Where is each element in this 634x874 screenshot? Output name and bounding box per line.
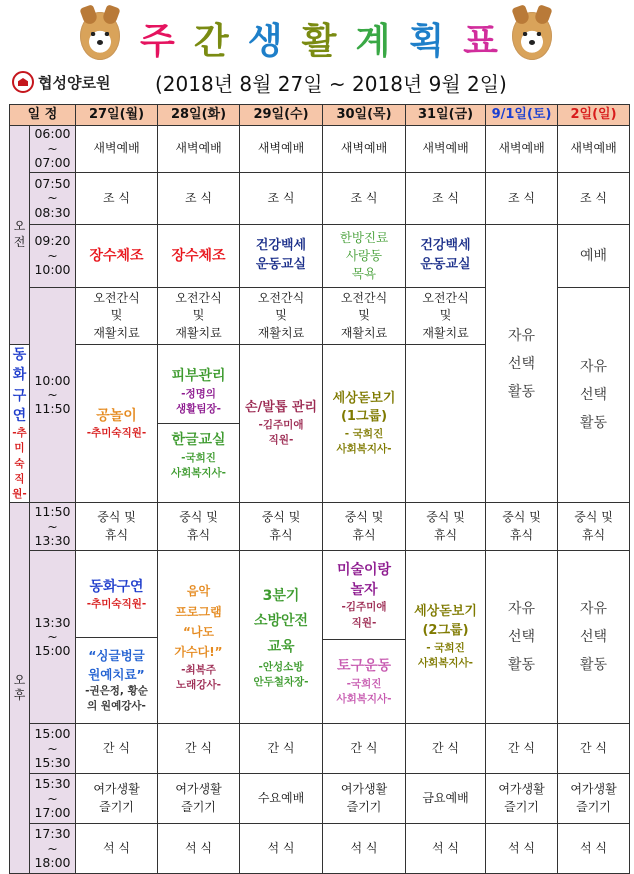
facility-logo bbox=[12, 71, 110, 93]
activity-cell-split bbox=[76, 551, 158, 724]
activity-cell: 조 식 bbox=[158, 173, 240, 225]
activity-cell: 조 식 bbox=[406, 173, 486, 225]
activity-cell: 장수체조 bbox=[158, 225, 240, 288]
title-char: 주 bbox=[140, 20, 177, 62]
day-header: 28일(화) bbox=[158, 105, 240, 126]
activity-cell-free: 자유 선택 활동 bbox=[558, 551, 630, 724]
activity-subcell: “싱글벙글 원예치료” -권은정, 황순 의 원예강사- bbox=[85, 648, 148, 712]
activity-cell: 새벽예배 bbox=[76, 126, 158, 173]
page-title bbox=[140, 10, 500, 66]
activity-cell: 세상돋보기 (2그룹) - 국희진 사회복지사- bbox=[406, 551, 486, 724]
activity-cell: 간 식 bbox=[323, 724, 406, 774]
activity-cell: 오전간식 및 재활치료 bbox=[158, 288, 240, 345]
activity-cell-split bbox=[323, 551, 406, 724]
shiba-dog-icon bbox=[80, 12, 120, 60]
title-char: 간 bbox=[193, 20, 231, 62]
time-slot: 09:20 ~ 10:00 bbox=[30, 225, 76, 288]
activity-cell: 중식 및 휴식 bbox=[558, 503, 630, 551]
activity-cell: 세상돋보기 (1그룹) - 국희진 사회복지사- bbox=[323, 345, 406, 503]
activity-cell: 여가생활 즐기기 bbox=[558, 774, 630, 824]
activity-cell: 간 식 bbox=[76, 724, 158, 774]
time-slot: 17:30 ~ 18:00 bbox=[30, 824, 76, 874]
activity-cell: 오전간식 및 재활치료 bbox=[406, 288, 486, 345]
day-header: 9/1일(토) bbox=[486, 105, 558, 126]
activity-cell: 간 식 bbox=[406, 724, 486, 774]
activity-cell: 여가생활 즐기기 bbox=[76, 774, 158, 824]
shiba-dog-icon bbox=[512, 12, 552, 60]
time-slot: 15:00 ~ 15:30 bbox=[30, 724, 76, 774]
activity-cell: 간 식 bbox=[240, 724, 323, 774]
activity-cell: 수요예배 bbox=[240, 774, 323, 824]
time-slot: 15:30 ~ 17:00 bbox=[30, 774, 76, 824]
activity-cell: 예배 bbox=[558, 225, 630, 288]
activity-cell: 중식 및 휴식 bbox=[486, 503, 558, 551]
schedule-header bbox=[0, 0, 634, 103]
day-header: 30일(목) bbox=[323, 105, 406, 126]
day-header: 2일(일) bbox=[558, 105, 630, 126]
activity-cell: 조 식 bbox=[558, 173, 630, 225]
activity-subcell: 동화구연 -추미숙직원- bbox=[76, 551, 157, 638]
activity-cell: 중식 및 휴식 bbox=[158, 503, 240, 551]
activity-cell: 오전간식 및 재활치료 bbox=[76, 288, 158, 345]
schedule-period: (2018년 8월 27일 ~ 2018년 9월 2일) bbox=[155, 72, 507, 96]
time-slot: 07:50 ~ 08:30 bbox=[30, 173, 76, 225]
activity-cell: 새벽예배 bbox=[323, 126, 406, 173]
activity-cell: 중식 및 휴식 bbox=[240, 503, 323, 551]
activity-cell: 조 식 bbox=[486, 173, 558, 225]
activity-cell-split bbox=[158, 345, 240, 503]
house-logo-icon bbox=[12, 71, 34, 93]
activity-cell: 새벽예배 bbox=[558, 126, 630, 173]
activity-cell: 석 식 bbox=[76, 824, 158, 874]
activity-cell: 중식 및 휴식 bbox=[406, 503, 486, 551]
activity-cell: 새벽예배 bbox=[158, 126, 240, 173]
am-label: 오 전 bbox=[10, 126, 30, 345]
activity-cell: 석 식 bbox=[406, 824, 486, 874]
activity-cell: 새벽예배 bbox=[240, 126, 323, 173]
day-header-row bbox=[10, 105, 630, 126]
activity-cell: 여가생활 즐기기 bbox=[158, 774, 240, 824]
activity-cell: 공놀이 -추미숙직원- bbox=[76, 345, 158, 503]
day-header: 29일(수) bbox=[240, 105, 323, 126]
corner-header: 일 정 bbox=[10, 105, 76, 126]
activity-cell: 손/발톱 관리 -김주미애 직원- bbox=[240, 345, 323, 503]
activity-cell: 석 식 bbox=[158, 824, 240, 874]
activity-cell: 간 식 bbox=[558, 724, 630, 774]
title-char: 표 bbox=[463, 20, 500, 62]
activity-cell: 건강백세 운동교실 bbox=[406, 225, 486, 288]
activity-cell: 간 식 bbox=[158, 724, 240, 774]
activity-cell: 새벽예배 bbox=[406, 126, 486, 173]
activity-cell-free: 자유 선택 활동 bbox=[486, 225, 558, 503]
activity-cell: 건강백세 운동교실 bbox=[240, 225, 323, 288]
activity-cell: 석 식 bbox=[323, 824, 406, 874]
facility-name: 협성양로원 bbox=[38, 73, 111, 92]
activity-cell: 석 식 bbox=[240, 824, 323, 874]
time-slot: 06:00 ~ 07:00 bbox=[30, 126, 76, 173]
activity-cell: 3분기 소방안전 교육 -안성소방 안두철차장- bbox=[240, 551, 323, 724]
activity-cell: 중식 및 휴식 bbox=[76, 503, 158, 551]
activity-subcell: 한글교실 -국희진 사회복지사- bbox=[170, 432, 227, 479]
activity-subcell: 토구운동 -국희진 사회복지사- bbox=[336, 658, 392, 705]
activity-cell: 여가생활 즐기기 bbox=[323, 774, 406, 824]
time-slot: 10:00 ~ 11:50 bbox=[30, 288, 76, 503]
activity-cell: 오전간식 및 재활치료 bbox=[323, 288, 406, 345]
activity-cell: 간 식 bbox=[486, 724, 558, 774]
day-header: 31일(금) bbox=[406, 105, 486, 126]
activity-cell: 석 식 bbox=[558, 824, 630, 874]
activity-cell: 조 식 bbox=[240, 173, 323, 225]
activity-cell: 조 식 bbox=[323, 173, 406, 225]
activity-cell: 음악 프로그램 “나도 가수다!” -최복주 노래강사- bbox=[158, 551, 240, 724]
title-char: 생 bbox=[247, 20, 285, 62]
pm-label: 오 후 bbox=[10, 503, 30, 874]
activity-cell: 장수체조 bbox=[76, 225, 158, 288]
activity-subcell: 미술이랑 놀자 -김주미애 직원- bbox=[323, 551, 405, 640]
activity-cell-free: 자유 선택 활동 bbox=[558, 288, 630, 503]
title-char: 활 bbox=[301, 20, 339, 62]
activity-subcell: 피부관리 -정명의 생활팀장- bbox=[158, 360, 239, 424]
title-char: 획 bbox=[409, 20, 447, 62]
weekly-schedule-table bbox=[9, 104, 630, 874]
activity-cell: 석 식 bbox=[486, 824, 558, 874]
activity-cell: 조 식 bbox=[76, 173, 158, 225]
activity-cell: 중식 및 휴식 bbox=[323, 503, 406, 551]
time-slot: 13:30 ~ 15:00 bbox=[30, 551, 76, 724]
activity-cell: 여가생활 즐기기 bbox=[486, 774, 558, 824]
activity-cell-free: 자유 선택 활동 bbox=[486, 551, 558, 724]
activity-cell: 동화구연 -추미숙직원- bbox=[10, 345, 30, 503]
title-char: 계 bbox=[355, 20, 393, 62]
activity-cell: 금요예배 bbox=[406, 774, 486, 824]
activity-cell: 한방진료 사랑동 목욕 bbox=[323, 225, 406, 288]
day-header: 27일(월) bbox=[76, 105, 158, 126]
activity-cell: 새벽예배 bbox=[486, 126, 558, 173]
activity-cell: 오전간식 및 재활치료 bbox=[240, 288, 323, 345]
time-slot: 11:50 ~ 13:30 bbox=[30, 503, 76, 551]
